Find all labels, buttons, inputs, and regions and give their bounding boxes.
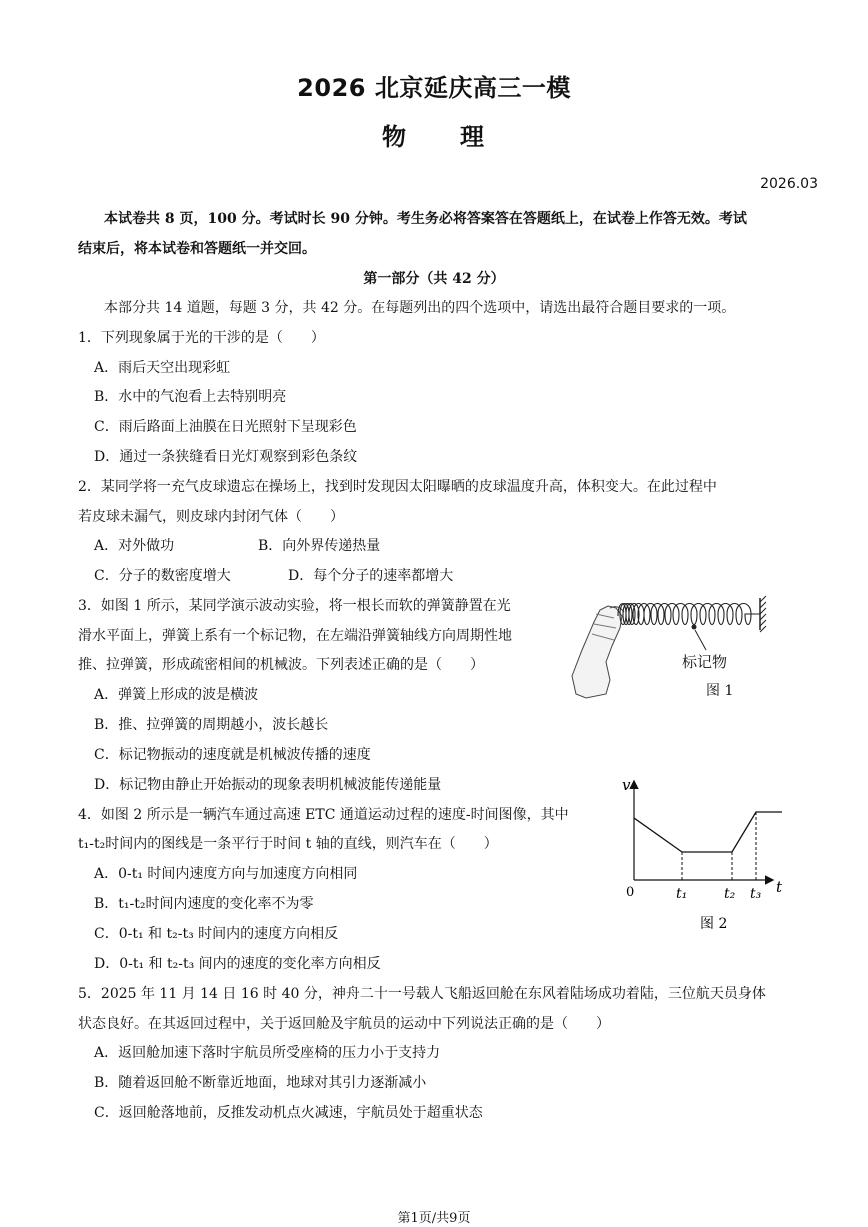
v-axis-label: v <box>622 776 631 794</box>
wall-hatching <box>760 596 766 632</box>
origin-label: 0 <box>626 885 635 900</box>
q4-option-c: C．0-t₁ 和 t₂-t₃ 时间内的速度方向相反 <box>94 926 339 942</box>
part1-title: 第一部分（共 42 分） <box>363 271 505 287</box>
part1-intro: 本部分共 14 道题，每题 3 分，共 42 分。在每题列出的四个选项中，请选出最符合题目要求的一项。 <box>104 300 736 316</box>
q1-option-a: A．雨后天空出现彩虹 <box>94 360 231 376</box>
q5-option-a: A．返回舱加速下落时宇航员所受座椅的压力小于支持力 <box>94 1045 441 1061</box>
t1-label: t₁ <box>676 886 688 902</box>
velocity-curve <box>634 812 782 852</box>
q2-stem-line-1: 2．某同学将一充气皮球遗忘在操场上，找到时发现因太阳曝晒的皮球温度升高，体积变大。在此过程中 <box>78 479 717 495</box>
q4-option-b: B．t₁-t₂时间内速度的变化率不为零 <box>94 896 314 912</box>
q2-option-b: B．向外界传递热量 <box>258 538 381 554</box>
spring-coils <box>618 604 760 625</box>
t2-label: t₂ <box>724 886 736 902</box>
q5-stem-line-1: 5．2025 年 11 月 14 日 16 时 40 分，神舟二十一号载人飞船返回舱在东风着陆场成功着陆，三位航天员身体 <box>78 986 766 1002</box>
q3-stem-line-3: 推、拉弹簧，形成疏密相间的机械波。下列表述正确的是（ ） <box>78 657 484 673</box>
figure-1-caption: 图 1 <box>706 683 734 699</box>
subject-title: 物 理 <box>382 123 486 151</box>
q3-option-a: A．弹簧上形成的波是横波 <box>94 687 259 703</box>
q1-stem: 1．下列现象属于光的干涉的是（ ） <box>78 330 325 346</box>
exam-date: 2026.03 <box>760 176 818 192</box>
q4-option-d: D．0-t₁ 和 t₂-t₃ 间内的速度的变化率方向相反 <box>94 956 381 972</box>
instructions-line-1: 本试卷共 8 页，100 分。考试时长 90 分钟。考生务必将答案答在答题纸上，在试卷上作答无效。考试 <box>104 211 747 227</box>
q3-option-b: B．推、拉弹簧的周期越小，波长越长 <box>94 717 329 733</box>
q3-stem-line-2: 滑水平面上，弹簧上系有一个标记物，在左端沿弹簧轴线方向周期性地 <box>78 628 512 644</box>
figure-2-vt-graph <box>616 772 792 938</box>
q5-option-c: C．返回舱落地前，反推发动机点火减速，宇航员处于超重状态 <box>94 1105 483 1121</box>
marker-label: 标记物 <box>682 653 728 671</box>
q3-option-d: D．标记物由静止开始振动的现象表明机械波能传递能量 <box>94 777 442 793</box>
figure-1-spring <box>566 594 798 706</box>
q1-option-d: D．通过一条狭缝看日光灯观察到彩色条纹 <box>94 449 358 465</box>
q4-stem-line-2: t₁-t₂时间内的图线是一条平行于时间 t 轴的直线，则汽车在（ ） <box>78 836 498 852</box>
t-axis-label: t <box>776 878 783 896</box>
q3-stem-line-1: 3．如图 1 所示，某同学演示波动实验，将一根长而软的弹簧静置在光 <box>78 598 511 614</box>
figure-2-caption: 图 2 <box>700 916 728 932</box>
marker-dot <box>692 625 697 630</box>
q1-option-b: B．水中的气泡看上去特别明亮 <box>94 389 287 405</box>
q5-stem-line-2: 状态良好。在其返回过程中，关于返回舱及宇航员的运动中下列说法正确的是（ ） <box>78 1016 610 1032</box>
q2-stem-line-2: 若皮球未漏气，则皮球内封闭气体（ ） <box>78 509 344 525</box>
t3-label: t₃ <box>750 886 762 902</box>
page-number: 第1页/共9页 <box>397 1211 471 1226</box>
q5-option-b: B．随着返回舱不断靠近地面，地球对其引力逐渐减小 <box>94 1075 427 1091</box>
q2-option-a: A．对外做功 <box>94 538 175 554</box>
hand-illustration <box>572 606 624 698</box>
instructions-line-2: 结束后，将本试卷和答题纸一并交回。 <box>78 241 316 257</box>
q1-option-c: C．雨后路面上油膜在日光照射下呈现彩色 <box>94 419 357 435</box>
q2-option-d: D．每个分子的速率都增大 <box>288 568 454 584</box>
exam-title: 2026 北京延庆高三一模 <box>297 74 571 102</box>
q4-stem-line-1: 4．如图 2 所示是一辆汽车通过高速 ETC 通道运动过程的速度-时间图像，其中 <box>78 807 569 823</box>
q2-option-c: C．分子的数密度增大 <box>94 568 231 584</box>
q4-option-a: A．0-t₁ 时间内速度方向与加速度方向相同 <box>94 866 358 882</box>
marker-pointer <box>695 630 706 650</box>
q3-option-c: C．标记物振动的速度就是机械波传播的速度 <box>94 747 371 763</box>
